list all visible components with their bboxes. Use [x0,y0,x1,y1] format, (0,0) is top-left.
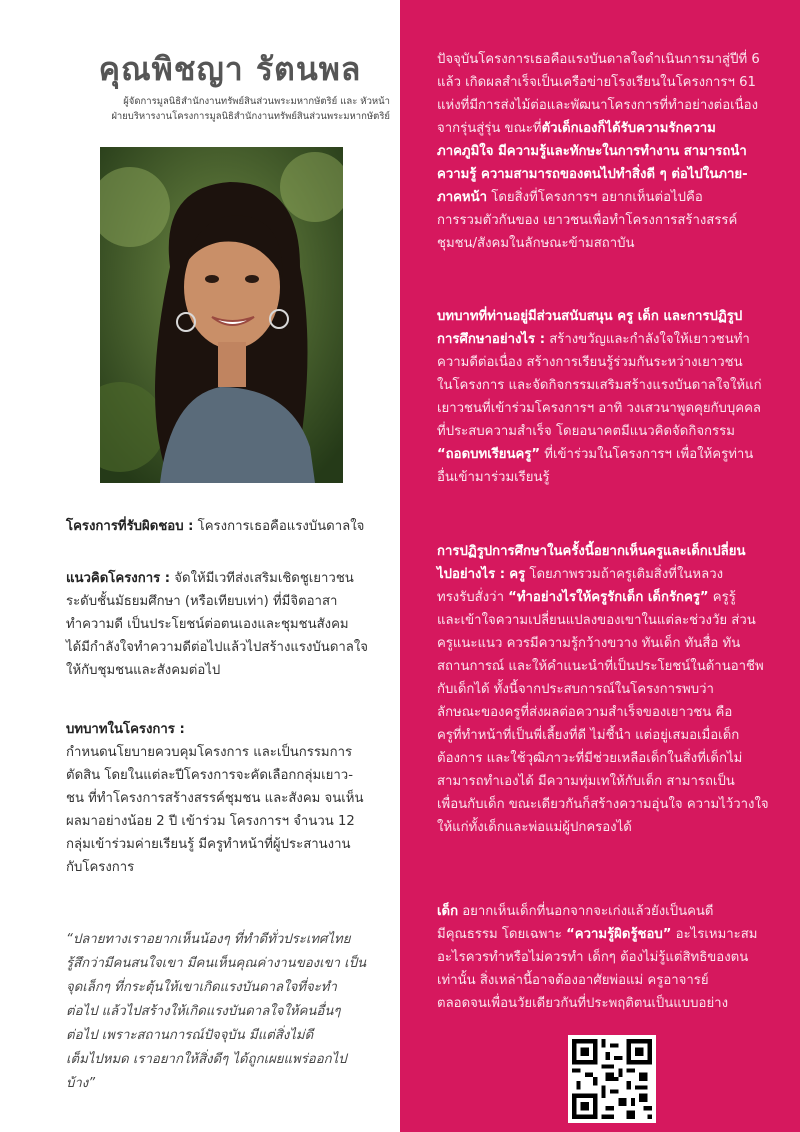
reform-line: ลักษณะของครูที่ส่งผลต่อความสำเร็จของเยาวชน คือ [437,705,733,720]
reform-line: สถานการณ์ และให้คำแนะนำที่เป็นประโยชน์ในด้านอาชีพ [437,659,764,674]
intro-bold: ภาคภูมิใจ มีความรู้และทักษะในการทำงาน สามารถนำ [437,144,747,159]
reform-line: ครูแนะแนว ควรมีความรู้กว้างขวาง ทันเด็ก ทันสื่อ ทัน [437,636,741,651]
project-label: โครงการที่รับผิดชอบ : [66,519,194,534]
support-line: เยาวชนที่เข้าร่วมโครงการฯ อาทิ วงเสวนาพูดคุยกับบุคคล [437,401,762,416]
children-bold: “ความรู้ผิดรู้ชอบ” [566,927,672,942]
project-value: โครงการเธอคือแรงบันดาลใจ [197,519,365,534]
intro-line: แห่งที่มีการส่งไม้ต่อและพัฒนาโครงการที่ทำอย่างต่อเนื่อง [437,98,759,113]
role-block [66,718,384,879]
role-text-line: กลุ่มเข้าร่วมค่ายเรียนรู้ มีครูทำหน้าที่ผู้ประสานงาน [66,837,351,852]
quote-line: จุดเล็กๆ ที่กระตุ้นให้เขาเกิดแรงบันดาลใจที่จะทำ [66,980,337,995]
children-line: มีคุณธรรม โดยเฉพาะ [437,927,567,942]
qr-code-graphic [568,1035,656,1123]
quote-line: รู้สึกว่ามีคนสนใจเขา มีคนเห็นคุณค่างานของเขา เป็น [66,956,367,971]
intro-line [437,163,783,186]
support-line: อื่นเข้ามาร่วมเรียนรู้ [437,470,550,485]
intro-bold: ตัวเด็กเองก็ได้รับความรักความ [541,121,716,136]
support-line: ความดีต่อเนื่อง สร้างการเรียนรู้ร่วมกันระหว่างเยาวชน [437,355,743,370]
profile-name: คุณพิชญา รัตนพล [98,50,362,88]
concept-line: จัดให้มีเวทีส่งเสริมเชิดชูเยาวชน [174,571,354,586]
reform-paragraph [437,540,783,839]
quote-line: ต่อไป แล้วไปสร้างให้เกิดแรงบันดาลใจให้คนอื่นๆ [66,1004,341,1019]
role-text-line: ตัดสิน โดยในแต่ละปีโครงการจะคัดเลือกกลุ่มเยาว- [66,768,353,783]
reform-line: เพื่อนกับเด็ก ขณะเดียวกันก็สร้างความอุ่นใจ ความไว้วางใจ [437,797,769,812]
intro-line [437,186,783,209]
children-line: อยากเห็นเด็กที่นอกจากจะเก่งแล้วยังเป็นคนดี [458,904,714,919]
role-text-line: ผลมาอย่างน้อย 2 ปี เข้าร่วม โครงการฯ จำนวน 12 [66,814,355,829]
intro-line: แล้ว เกิดผลสำเร็จเป็นเครือข่ายโรงเรียนในโครงการฯ 61 [437,75,756,90]
project-line [66,515,384,538]
intro-paragraph [437,48,783,255]
role-text-line: ชน ที่ทำโครงการสร้างสรรค์ชุมชน และสังคม จนเห็น [66,791,364,806]
portrait-illustration [100,147,343,483]
reform-line: ให้แก่ทั้งเด็กและพ่อแม่ผู้ปกครองได้ [437,820,632,835]
role-label: บทบาทในโครงการ : [66,722,185,737]
children-line: เท่านั้น สิ่งเหล่านี้อาจต้องอาศัยพ่อแม่ ครูอาจารย์ [437,973,709,988]
quote-line: เต็มไปหมด เราอยากให้สิ่งดีๆ ได้ถูกเผยแพร่ออกไป [66,1052,347,1067]
role-text-line: กำหนดนโยบายควบคุมโครงการ และเป็นกรรมการ [66,745,353,760]
support-line: ในโครงการ และจัดกิจกรรมเสริมสร้างแรงบันดาลใจให้แก่ [437,378,762,393]
reform-line: ต้องการ และใช้วุฒิภาวะที่มีช่วยเหลือเด็กในสิ่งที่เด็กไม่ [437,751,743,766]
children-paragraph [437,900,783,1015]
intro-line [437,140,783,163]
quote-line: บ้าง” [66,1076,96,1091]
role-line: ฝ่ายบริหารงานโครงการมูลนิธิสำนักงานทรัพย์สินส่วนพระมหากษัตริย์ [111,111,390,122]
intro-text: โดยสิ่งที่โครงการฯ อยากเห็นต่อไปคือ [487,190,703,205]
concept-block [66,567,384,682]
support-line: ที่เข้าร่วมในโครงการฯ เพื่อให้ครูท่าน [540,447,754,462]
children-line: อะไรเหมาะสม [671,927,758,942]
profile-photo [100,147,343,483]
support-bold: “ถอดบทเรียนครู” [437,447,541,462]
children-line: ตลอดจนเพื่อนวัยเดียวกันที่ประพฤติตนเป็นแบบอย่าง [437,996,729,1011]
intro-line: ปัจจุบันโครงการเธอคือแรงบันดาลใจดำเนินการมาสู่ปีที่ 6 [437,52,760,67]
intro-line [437,117,783,140]
concept-line: ทำความดี เป็นประโยชน์ต่อตนเองและชุมชนสังคม [66,617,349,632]
role-line: ผู้จัดการมูลนิธิสำนักงานทรัพย์สินส่วนพระมหากษัตริย์ และ หัวหน้า [123,96,390,107]
intro-line: การรวมตัวกันของ เยาวชนเพื่อทำโครงการสร้างสรรค์ [437,213,738,228]
profile-role [60,94,390,124]
children-label: เด็ก [437,904,459,919]
reform-line: และเข้าใจความเปลี่ยนแปลงของเขาในแต่ละช่วงวัย ส่วน [437,613,756,628]
quote-line: “ปลายทางเราอยากเห็นน้องๆ ที่ทำดีทั่วประเทศไทย [66,932,351,947]
role-text-line: กับโครงการ [66,860,135,875]
reform-line: โดยภาพรวมถ้าครูเติมสิ่งที่ในหลวง [525,567,724,582]
qr-code-icon[interactable] [568,1035,656,1123]
support-heading: บทบาทที่ท่านอยู่มีส่วนสนับสนุน ครู เด็ก และการปฏิรูป [437,309,743,324]
reform-line: ทรงรับสั่งว่า [437,590,509,605]
reform-bold: “ทำอย่างไรให้ครูรักเด็ก เด็กรักครู” [508,590,709,605]
support-heading: การศึกษาอย่างไร : [437,332,545,347]
intro-text: จากรุ่นสู่รุ่น ขณะที่ [437,121,542,136]
reform-line: สามารถทำเองได้ มีความทุ่มเทให้กับเด็ก สามารถเป็น [437,774,735,789]
support-line: สร้างขวัญและกำลังใจให้เยาวชนทำ [549,332,750,347]
concept-label: แนวคิดโครงการ : [66,571,171,586]
support-paragraph [437,305,783,489]
quote-line: ต่อไป เพราะสถานการณ์ปัจจุบัน มีแต่สิ่งไม่ดี [66,1028,314,1043]
quote-block [66,928,384,1096]
reform-line: กับเด็กได้ ทั้งนี้จากประสบการณ์ในโครงการพบว่า [437,682,714,697]
concept-line: ได้มีกำลังใจทำความดีต่อไปแล้วไปสร้างแรงบันดาลใจ [66,640,369,655]
reform-kru: ครู [509,567,526,582]
reform-heading: การปฏิรูปการศึกษาในครั้งนี้อยากเห็นครูและเด็กเปลี่ยน [437,544,746,559]
intro-line: ชุมชน/สังคมในลักษณะข้ามสถาบัน [437,236,635,251]
concept-line: ให้กับชุมชนและสังคมต่อไป [66,663,221,678]
support-line: ที่ประสบความสำเร็จ โดยอนาคตมีแนวคิดจัดกิจกรรม [437,424,735,439]
reform-line: ครูรู้ [708,590,736,605]
reform-line: ครูที่ทำหน้าที่เป็นพี่เลี้ยงที่ดี ไม่ชี้นำ แต่อยู่เสมอเมื่อเด็ก [437,728,740,743]
intro-bold: ความรู้ ความสามารถของตนไปทำสิ่งดี ๆ ต่อไปในภาย- [437,167,748,182]
concept-line: ระดับชั้นมัธยมศึกษา (หรือเทียบเท่า) ที่มีจิตอาสา [66,594,338,609]
reform-heading: ไปอย่างไร : [437,567,506,582]
children-line: อะไรควรทำหรือไม่ควรทำ เด็กๆ ต้องไม่รู้แต่สิทธิของตน [437,950,749,965]
intro-bold: ภาคหน้า [437,190,488,205]
